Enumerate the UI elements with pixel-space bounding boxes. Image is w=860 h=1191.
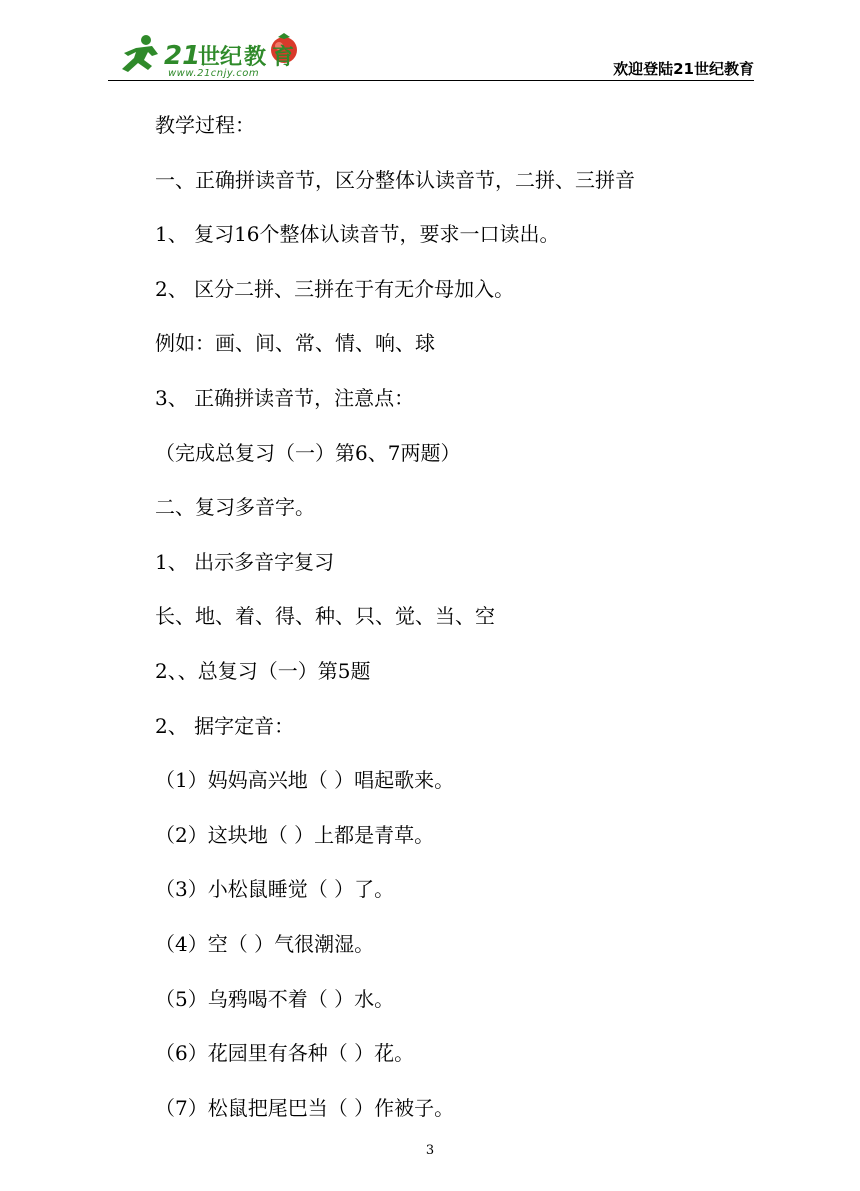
body-line: 2、、总复习（一）第5题 [155, 658, 371, 683]
svg-text:世纪: 世纪 [198, 45, 243, 70]
body-line: （5）乌鸦喝不着（ ）水。 [155, 986, 395, 1011]
body-line: 2、 区分二拼、三拼在于有无介母加入。 [155, 276, 515, 301]
body-line: （1）妈妈高兴地（ ）唱起歌来。 [155, 768, 455, 793]
body-line: （3）小松鼠睡觉（ ）了。 [155, 877, 395, 902]
svg-text:教: 教 [244, 45, 267, 70]
page-header [108, 28, 754, 84]
body-line: 3、 正确拼读音节，注意点： [155, 385, 415, 410]
header-welcome-text: 欢迎登陆21世纪教育 [613, 60, 754, 78]
runner-icon [122, 35, 158, 72]
body-line: 1、 复习16个整体认读音节，要求一口读出。 [155, 222, 560, 247]
svg-text:21: 21 [164, 41, 201, 71]
document-body [155, 110, 775, 1147]
body-line: （完成总复习（一）第6、7两题） [155, 440, 461, 465]
body-line: 2、 据字定音： [155, 713, 295, 738]
body-line: （7）松鼠把尾巴当（ ）作被子。 [155, 1095, 455, 1120]
body-line: 1、 出示多音字复习 [155, 549, 335, 574]
body-line: 例如：画、间、常、情、响、球 [155, 331, 435, 356]
header-divider [108, 80, 754, 81]
body-line: 长、地、着、得、种、只、觉、当、空 [155, 604, 495, 629]
svg-text:育: 育 [272, 45, 295, 70]
page-number: 3 [425, 1143, 435, 1158]
body-line: 二、复习多音字。 [155, 495, 315, 520]
body-line: 教学过程： [155, 113, 255, 137]
body-line: （4）空（ ）气很潮湿。 [155, 931, 375, 956]
logo-url: www.21cnjy.com [168, 68, 260, 79]
body-line: （6）花园里有各种（ ）花。 [155, 1041, 415, 1066]
site-logo [108, 28, 318, 82]
body-line: （2）这块地（ ）上都是青草。 [155, 822, 435, 847]
body-line: 一、正确拼读音节，区分整体认读音节，二拼、三拼音 [155, 167, 635, 192]
